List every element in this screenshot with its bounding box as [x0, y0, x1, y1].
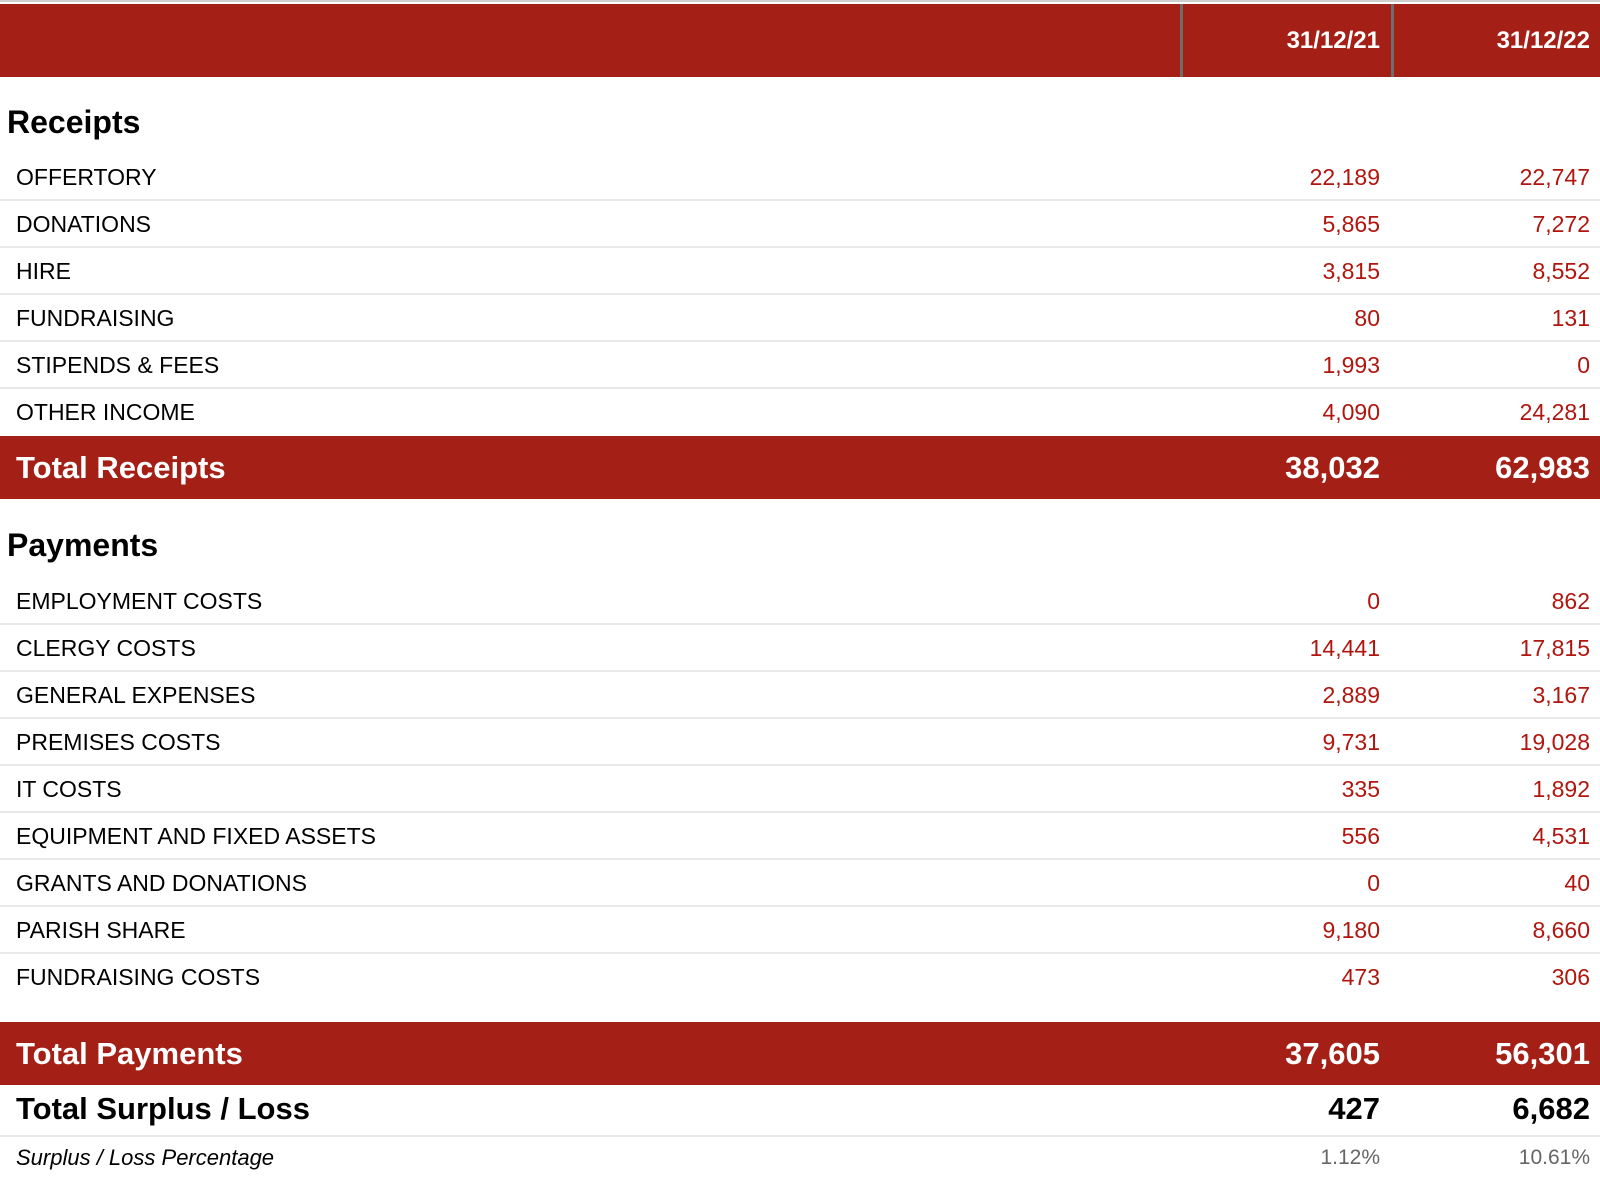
section-title-payments: Payments	[7, 527, 159, 563]
row-value-2022: 8,660	[1532, 917, 1590, 943]
row-value-2021: 9,731	[1322, 729, 1380, 755]
row-value-2021: 14,441	[1309, 635, 1380, 661]
row-value-2022: 0	[1577, 352, 1590, 378]
row-value-2021: 1,993	[1322, 352, 1380, 378]
row-value-2022: 3,167	[1532, 682, 1590, 708]
total-receipts-label: Total Receipts	[16, 450, 226, 485]
total-payments-2022: 56,301	[1495, 1036, 1590, 1071]
total-payments-2021: 37,605	[1285, 1036, 1380, 1071]
total-receipts-2021: 38,032	[1285, 450, 1380, 485]
total-receipts-row	[0, 436, 1600, 499]
row-value-2021: 4,090	[1322, 399, 1380, 425]
table-row	[0, 954, 1600, 1001]
column-header-2022: 31/12/22	[1496, 27, 1590, 54]
surplus-2021: 427	[1328, 1091, 1380, 1126]
table-row	[0, 907, 1600, 954]
row-value-2022: 306	[1551, 964, 1590, 990]
row-value-2022: 40	[1564, 870, 1590, 896]
row-label: CLERGY COSTS	[16, 635, 196, 661]
row-label: EQUIPMENT AND FIXED ASSETS	[16, 823, 376, 849]
row-label: GRANTS AND DONATIONS	[16, 870, 307, 896]
row-value-2021: 335	[1341, 776, 1380, 802]
table-row	[0, 295, 1600, 342]
row-value-2022: 131	[1551, 305, 1590, 331]
table-row	[0, 389, 1600, 436]
surplus-percentage-2021: 1.12%	[1320, 1146, 1380, 1169]
row-value-2022: 19,028	[1519, 729, 1590, 755]
surplus-percentage-label: Surplus / Loss Percentage	[16, 1145, 275, 1170]
row-value-2021: 9,180	[1322, 917, 1380, 943]
table-row	[0, 578, 1600, 625]
total-payments-row	[0, 1022, 1600, 1085]
surplus-row	[0, 1085, 1600, 1137]
table-row	[0, 766, 1600, 813]
row-label: STIPENDS & FEES	[16, 352, 220, 378]
table-row	[0, 342, 1600, 389]
section-title-receipts: Receipts	[7, 104, 141, 140]
row-value-2022: 4,531	[1532, 823, 1590, 849]
row-value-2022: 22,747	[1519, 164, 1590, 190]
row-value-2022: 24,281	[1519, 399, 1590, 425]
row-value-2022: 7,272	[1532, 211, 1590, 237]
table-row	[0, 860, 1600, 907]
row-value-2022: 862	[1551, 588, 1590, 614]
table-row	[0, 201, 1600, 248]
row-value-2021: 556	[1341, 823, 1380, 849]
row-label: OFFERTORY	[16, 164, 157, 190]
row-label: FUNDRAISING	[16, 305, 175, 331]
surplus-percentage-2022: 10.61%	[1518, 1146, 1590, 1169]
table-row	[0, 719, 1600, 766]
row-label: GENERAL EXPENSES	[16, 682, 256, 708]
row-value-2021: 2,889	[1322, 682, 1380, 708]
column-header-2021: 31/12/21	[1286, 27, 1380, 54]
table-row	[0, 625, 1600, 672]
row-value-2021: 22,189	[1309, 164, 1380, 190]
row-label: OTHER INCOME	[16, 399, 195, 425]
table-header	[0, 4, 1600, 77]
row-value-2021: 80	[1354, 305, 1380, 331]
row-value-2021: 0	[1367, 870, 1380, 896]
row-value-2021: 0	[1367, 588, 1380, 614]
row-value-2021: 3,815	[1322, 258, 1380, 284]
row-value-2021: 473	[1341, 964, 1380, 990]
table-row	[0, 248, 1600, 295]
row-label: EMPLOYMENT COSTS	[16, 588, 263, 614]
surplus-2022: 6,682	[1512, 1091, 1590, 1126]
row-label: IT COSTS	[16, 776, 122, 802]
total-payments-label: Total Payments	[16, 1036, 243, 1071]
row-label: HIRE	[16, 258, 71, 284]
total-receipts-2022: 62,983	[1495, 450, 1590, 485]
table-row	[0, 672, 1600, 719]
row-label: DONATIONS	[16, 211, 152, 237]
table-row	[0, 154, 1600, 201]
row-label: PARISH SHARE	[16, 917, 186, 943]
row-label: FUNDRAISING COSTS	[16, 964, 261, 990]
row-label: PREMISES COSTS	[16, 729, 221, 755]
surplus-percentage-row	[0, 1137, 1600, 1184]
row-value-2021: 5,865	[1322, 211, 1380, 237]
row-value-2022: 1,892	[1532, 776, 1590, 802]
surplus-label: Total Surplus / Loss	[16, 1091, 310, 1126]
row-value-2022: 8,552	[1532, 258, 1590, 284]
table-row	[0, 813, 1600, 860]
row-value-2022: 17,815	[1519, 635, 1590, 661]
